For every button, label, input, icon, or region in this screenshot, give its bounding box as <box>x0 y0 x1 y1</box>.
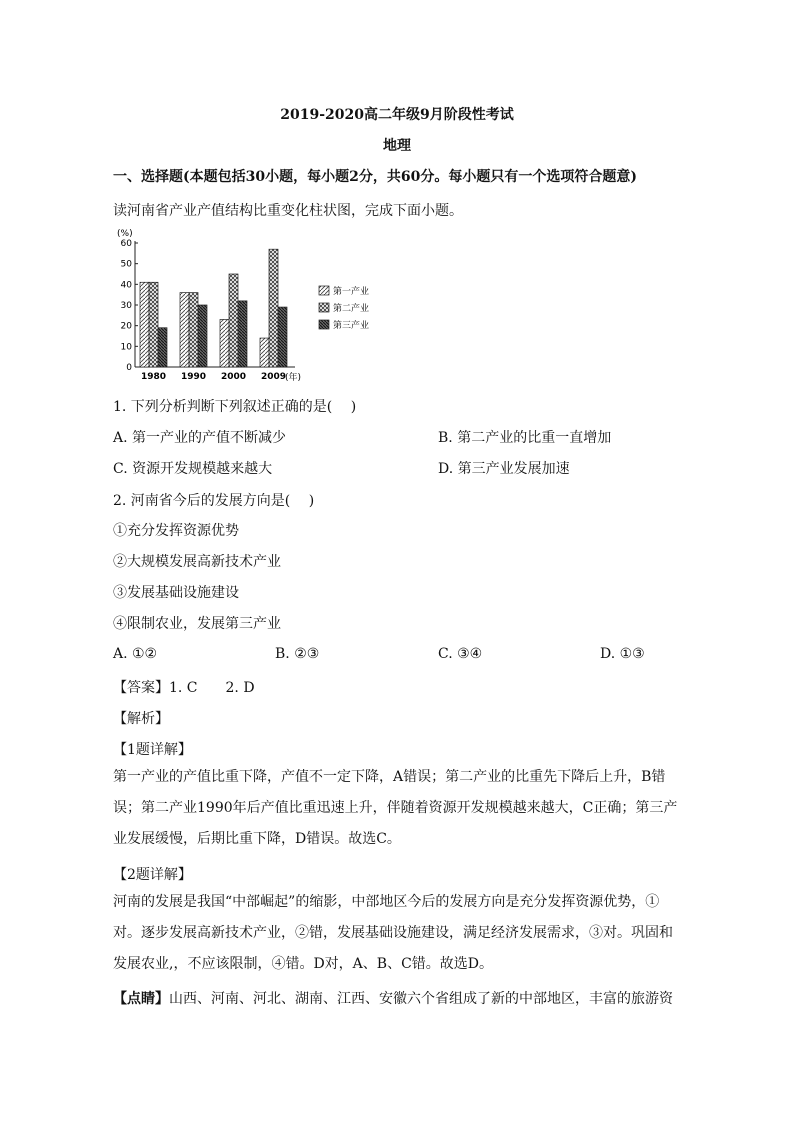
legend-swatch-3 <box>319 320 329 329</box>
x-tick-label: 1990 <box>180 372 207 382</box>
bar-2009-3 <box>278 307 287 367</box>
y-tick-label: 0 <box>126 363 132 373</box>
question-intro: 读河南省产业产值结构比重变化柱状图，完成下面小题。 <box>113 203 463 219</box>
detail-1-heading: 【1题详解】 <box>113 742 192 758</box>
bar-1980-3 <box>158 328 167 367</box>
y-tick-label: 10 <box>120 342 132 353</box>
bar-1990-2 <box>189 293 198 367</box>
x-tick-label: 2009 <box>260 372 287 382</box>
y-tick-label: 30 <box>120 301 132 311</box>
detail-1-text: 第一产业的产值比重下降，产值不一定下降，A错误；第二产业的比重先下降后上升，B错误；第二产业1990年后产值比重迅速上升，伴随着资源开发规模越来越大，C正确；第三产业发展缓慢，后期比重下降，D错误。故选C。 <box>113 769 678 847</box>
subject-title: 地理 <box>383 138 411 154</box>
bar-2009-2 <box>269 249 278 367</box>
question-1-stem: 1. 下列分析判断下列叙述正确的是( ) <box>113 399 357 415</box>
detail-2-heading: 【2题详解】 <box>113 867 192 883</box>
y-tick-label: 40 <box>120 280 132 291</box>
bar-1990-1 <box>180 293 189 367</box>
question-2-stem: 2. 河南省今后的发展方向是( ) <box>113 493 315 509</box>
q1-option-b: B. 第二产业的比重一直增加 <box>438 430 612 446</box>
q1-option-c: C. 资源开发规模越来越大 <box>113 461 273 477</box>
q2-statement-2: ②大规模发展高新技术产业 <box>113 554 281 570</box>
bar-2000-2 <box>229 274 238 367</box>
x-tick-label: 1980 <box>140 372 167 382</box>
tip-label: 【点睛】 <box>113 991 169 1007</box>
q1-option-d: D. 第三产业发展加速 <box>438 461 570 477</box>
legend-swatch-2 <box>319 303 329 312</box>
exam-title: 2019-2020高二年级9月阶段性考试 <box>280 107 514 123</box>
legend-label-3: 第三产业 <box>333 321 370 331</box>
bar-1980-2 <box>149 282 158 367</box>
bar-2009-1 <box>260 338 269 367</box>
x-axis-label: (年) <box>285 373 302 383</box>
tip-text: 山西、河南、河北、湖南、江西、安徽六个省组成了新的中部地区，丰富的旅游资 <box>169 991 673 1007</box>
detail-2-text: 河南的发展是我国“中部崛起”的缩影，中部地区今后的发展方向是充分发挥资源优势，①对。逐步发展高新技术产业，②错，发展基础设施建设，满足经济发展需求，③对。巩固和发展农业,，不应该限制，④错。D对，A、B、C错。故选D。 <box>113 894 673 972</box>
bar-1980-1 <box>140 282 149 367</box>
legend-label-2: 第二产业 <box>333 304 370 314</box>
q2-option-c: C. ③④ <box>438 646 483 662</box>
q1-option-a: A. 第一产业的产值不断减少 <box>113 430 287 446</box>
y-tick-label: 20 <box>120 321 132 332</box>
y-axis-label: (%) <box>117 229 133 239</box>
industry-bar-chart <box>113 226 383 386</box>
y-tick-label: 50 <box>120 259 132 270</box>
bar-2000-3 <box>238 301 247 367</box>
q2-statement-4: ④限制农业，发展第三产业 <box>113 616 281 632</box>
legend-label-1: 第一产业 <box>333 287 370 297</box>
q2-option-a: A. ①② <box>113 646 158 662</box>
bar-2000-1 <box>220 319 229 367</box>
tip-paragraph <box>113 988 693 1008</box>
y-tick-label: 60 <box>120 239 132 249</box>
bar-1990-3 <box>198 305 207 367</box>
q2-option-b: B. ②③ <box>275 646 320 662</box>
q2-statement-1: ①充分发挥资源优势 <box>113 523 239 539</box>
answer-line: 【答案】1. C 2. D <box>113 680 255 696</box>
q2-option-d: D. ①③ <box>600 646 645 662</box>
section-heading: 一、选择题(本题包括30小题，每小题2分，共60分。每小题只有一个选项符合题意) <box>113 169 637 185</box>
x-tick-label: 2000 <box>220 372 247 382</box>
legend-swatch-1 <box>319 286 329 295</box>
q2-statement-3: ③发展基础设施建设 <box>113 585 239 601</box>
analysis-heading: 【解析】 <box>113 711 169 727</box>
